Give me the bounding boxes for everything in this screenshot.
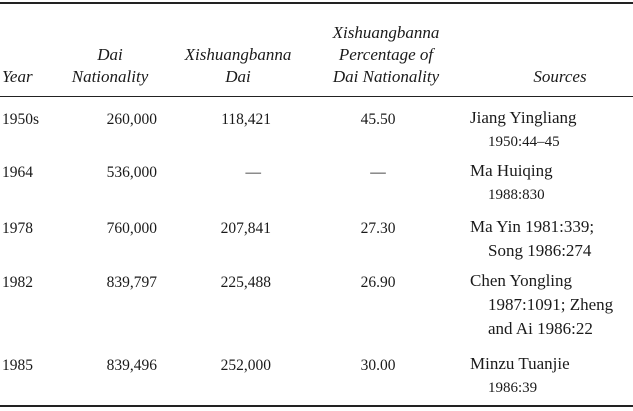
header-year-label: Year <box>2 67 33 86</box>
source-line: 1987:1091; Zheng <box>488 295 614 314</box>
header-rule <box>0 96 633 97</box>
header-dai-nationality-line2: Nationality <box>71 67 149 86</box>
header-xishuangbanna-dai <box>168 44 308 88</box>
cell-source <box>470 352 630 400</box>
cell-percentage: 45.50 <box>360 111 396 128</box>
cell-percentage: 30.00 <box>360 357 396 374</box>
cell-source <box>470 106 630 154</box>
cell-percentage: — <box>370 164 386 181</box>
cell-year: 1964 <box>2 164 33 181</box>
header-sources <box>510 66 610 88</box>
header-percentage-line1: Xishuangbanna <box>332 23 440 42</box>
cell-year: 1985 <box>2 357 33 374</box>
cell-percentage: 26.90 <box>360 274 396 291</box>
header-percentage <box>316 22 456 88</box>
cell-source <box>470 159 630 207</box>
cell-year: 1950s <box>2 111 40 128</box>
cell-xishuangbanna-dai: 118,421 <box>221 111 271 128</box>
cell-dai-nationality: 760,000 <box>106 220 157 237</box>
source-line: 1950:44–45 <box>488 134 560 150</box>
header-percentage-line3: Dai Nationality <box>332 67 440 86</box>
source-line: 1988:830 <box>488 187 545 203</box>
source-line: Minzu Tuanjie <box>470 354 570 373</box>
header-dai-nationality <box>58 44 162 88</box>
table-bottom-rule <box>0 405 633 407</box>
cell-percentage: 27.30 <box>360 220 396 237</box>
header-sources-label: Sources <box>533 67 587 86</box>
source-line: Song 1986:274 <box>488 241 592 260</box>
source-line: Jiang Yingliang <box>470 108 577 127</box>
header-year <box>2 66 33 88</box>
header-xishuangbanna-dai-line1: Xishuangbanna <box>184 45 292 64</box>
header-percentage-line2: Percentage of <box>338 45 434 64</box>
cell-year: 1978 <box>2 220 33 237</box>
source-line: 1986:39 <box>488 380 538 396</box>
cell-dai-nationality: 839,797 <box>106 274 157 291</box>
cell-dai-nationality: 839,496 <box>106 357 157 374</box>
cell-xishuangbanna-dai: 225,488 <box>220 274 271 291</box>
source-line: Ma Yin 1981:339; <box>470 217 595 236</box>
cell-dai-nationality: 536,000 <box>106 164 157 181</box>
table-top-rule <box>0 2 633 4</box>
cell-xishuangbanna-dai: — <box>245 164 261 181</box>
cell-xishuangbanna-dai: 207,841 <box>220 220 271 237</box>
cell-year: 1982 <box>2 274 33 291</box>
cell-dai-nationality: 260,000 <box>106 111 157 128</box>
header-dai-nationality-line1: Dai <box>97 45 123 64</box>
cell-source <box>470 215 630 263</box>
cell-xishuangbanna-dai: 252,000 <box>220 357 271 374</box>
cell-source <box>470 269 630 341</box>
header-xishuangbanna-dai-line2: Dai <box>225 67 251 86</box>
source-line: Chen Yongling <box>470 271 573 290</box>
source-line: Ma Huiqing <box>470 161 553 180</box>
source-line: and Ai 1986:22 <box>488 319 593 338</box>
